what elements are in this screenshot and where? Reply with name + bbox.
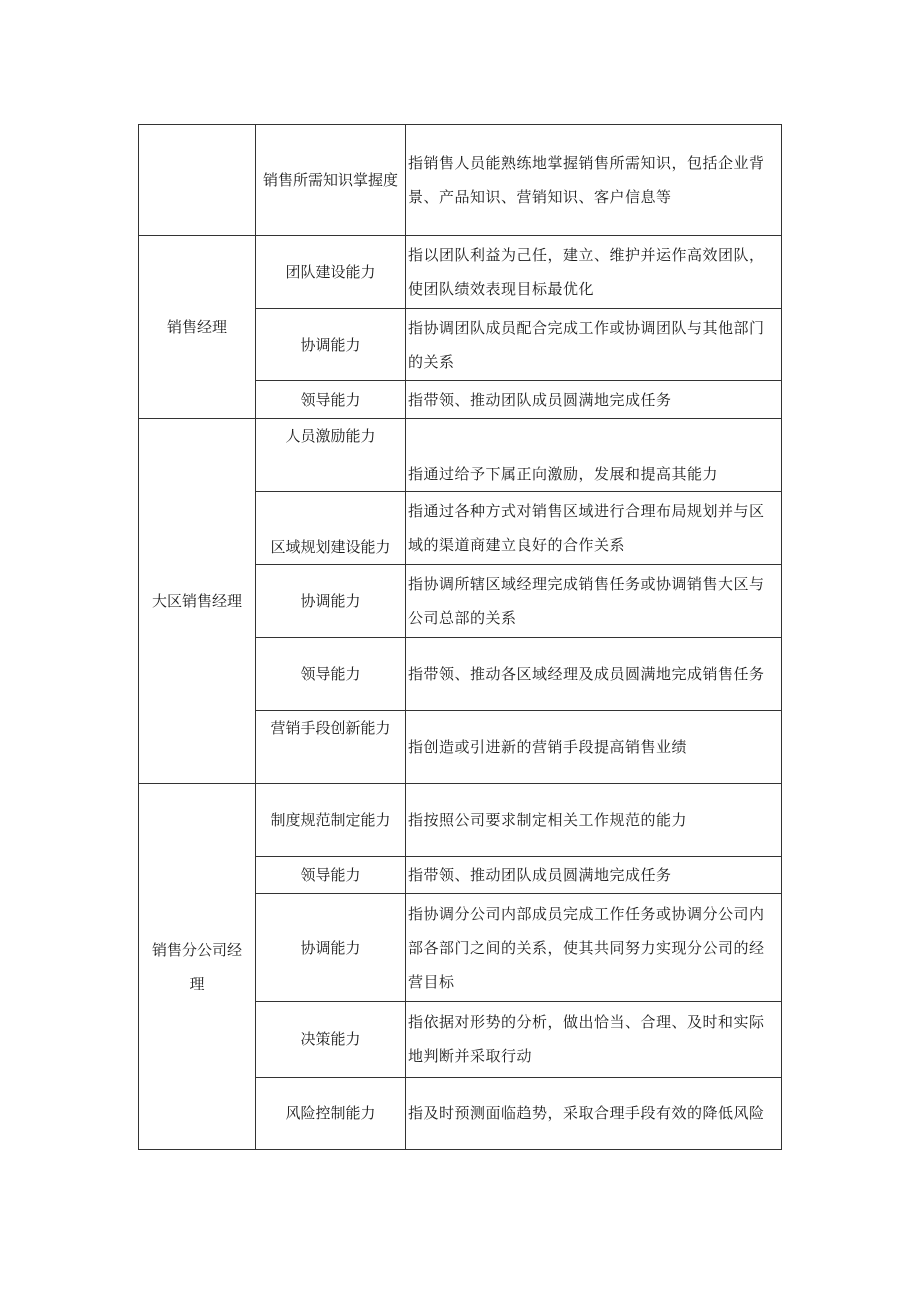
ability-cell: 营销手段创新能力 bbox=[256, 711, 406, 784]
description-cell: 指带领、推动各区域经理及成员圆满地完成销售任务 bbox=[406, 637, 782, 710]
ability-cell: 领导能力 bbox=[256, 857, 406, 894]
description-cell: 指通过各种方式对销售区域进行合理布局规划并与区域的渠道商建立良好的合作关系 bbox=[406, 491, 782, 564]
description-cell: 指依据对形势的分析，做出恰当、合理、及时和实际地判断并采取行动 bbox=[406, 1001, 782, 1077]
role-cell: 销售经理 bbox=[139, 236, 256, 418]
ability-cell: 区域规划建设能力 bbox=[256, 491, 406, 564]
description-cell: 指及时预测面临趋势，采取合理手段有效的降低风险 bbox=[406, 1077, 782, 1149]
description-cell: 指协调所辖区域经理完成销售任务或协调销售大区与公司总部的关系 bbox=[406, 564, 782, 637]
description-cell: 指通过给予下属正向激励，发展和提高其能力 bbox=[406, 418, 782, 491]
description-cell: 指带领、推动团队成员圆满地完成任务 bbox=[406, 857, 782, 894]
table-row bbox=[139, 784, 782, 857]
ability-cell: 协调能力 bbox=[256, 309, 406, 381]
description-cell: 指协调团队成员配合完成工作或协调团队与其他部门的关系 bbox=[406, 309, 782, 381]
ability-cell: 协调能力 bbox=[256, 894, 406, 1001]
ability-cell: 领导能力 bbox=[256, 381, 406, 418]
role-cell: 大区销售经理 bbox=[139, 418, 256, 784]
ability-cell: 协调能力 bbox=[256, 564, 406, 637]
table-row bbox=[139, 125, 782, 236]
description-cell: 指销售人员能熟练地掌握销售所需知识，包括企业背景、产品知识、营销知识、客户信息等 bbox=[406, 125, 782, 236]
description-cell: 指创造或引进新的营销手段提高销售业绩 bbox=[406, 711, 782, 784]
ability-cell: 销售所需知识掌握度 bbox=[256, 125, 406, 236]
ability-cell: 领导能力 bbox=[256, 637, 406, 710]
description-cell: 指以团队利益为己任，建立、维护并运作高效团队，使团队绩效表现目标最优化 bbox=[406, 236, 782, 309]
role-cell: 销售分公司经理 bbox=[139, 784, 256, 1150]
description-cell: 指按照公司要求制定相关工作规范的能力 bbox=[406, 784, 782, 857]
ability-cell: 制度规范制定能力 bbox=[256, 784, 406, 857]
competency-table bbox=[138, 124, 782, 1150]
table-row bbox=[139, 418, 782, 491]
description-cell: 指带领、推动团队成员圆满地完成任务 bbox=[406, 381, 782, 418]
ability-cell: 决策能力 bbox=[256, 1001, 406, 1077]
table-row bbox=[139, 236, 782, 309]
ability-cell: 风险控制能力 bbox=[256, 1077, 406, 1149]
description-cell: 指协调分公司内部成员完成工作任务或协调分公司内部各部门之间的关系，使其共同努力实现分公司的经营目标 bbox=[406, 894, 782, 1001]
ability-cell: 团队建设能力 bbox=[256, 236, 406, 309]
ability-cell: 人员激励能力 bbox=[256, 418, 406, 491]
role-cell bbox=[139, 125, 256, 236]
